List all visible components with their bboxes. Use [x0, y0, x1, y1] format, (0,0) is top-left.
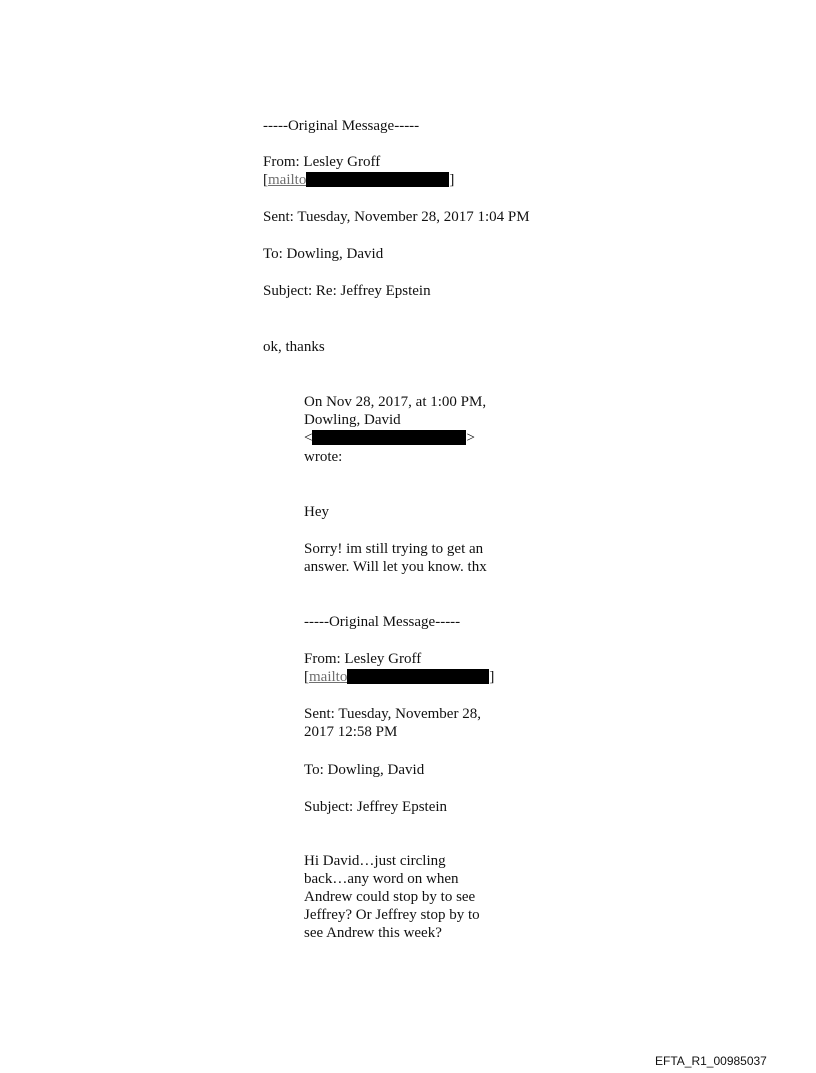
sent-line: Sent: Tuesday, November 28,: [304, 706, 481, 722]
reply-body-line: answer. Will let you know. thx: [304, 559, 487, 575]
document-id-footer: EFTA_R1_00985037: [655, 1054, 767, 1068]
reply-body-line: Sorry! im still trying to get an: [304, 541, 484, 557]
email-close-bracket: >: [466, 430, 475, 446]
redaction-box: [312, 430, 466, 445]
mailto-link[interactable]: mailto: [268, 172, 307, 188]
quote-sender-name: Dowling, David: [304, 412, 401, 428]
redaction-box: [347, 669, 489, 684]
original-message-separator: -----Original Message-----: [304, 614, 461, 630]
mailto-close-bracket: ]: [449, 172, 455, 188]
quote-header-line: On Nov 28, 2017, at 1:00 PM,: [304, 394, 487, 410]
mailto-line: [304, 668, 494, 686]
to-line: To: Dowling, David: [304, 762, 425, 778]
quote-sender-email: [304, 429, 475, 447]
mailto-link[interactable]: mailto: [309, 669, 348, 685]
message-body-line: Andrew could stop by to see: [304, 889, 476, 905]
subject-line: Subject: Jeffrey Epstein: [304, 799, 448, 815]
email-open-bracket: <: [304, 430, 313, 446]
to-line: To: Dowling, David: [263, 246, 384, 262]
subject-line: Subject: Re: Jeffrey Epstein: [263, 283, 431, 299]
mailto-open-bracket: [: [263, 172, 268, 188]
mailto-close-bracket: ]: [489, 669, 495, 685]
mailto-open-bracket: [: [304, 669, 309, 685]
message-body-line: Jeffrey? Or Jeffrey stop by to: [304, 907, 480, 923]
from-line: From: Lesley Groff: [263, 154, 381, 170]
quote-wrote: wrote:: [304, 449, 343, 465]
from-line: From: Lesley Groff: [304, 651, 422, 667]
reply-greeting: Hey: [304, 504, 329, 520]
message-body-line: see Andrew this week?: [304, 925, 442, 941]
original-message-separator: -----Original Message-----: [263, 118, 420, 134]
message-body: ok, thanks: [263, 339, 325, 355]
sent-line: 2017 12:58 PM: [304, 724, 398, 740]
message-body-line: back…any word on when: [304, 871, 459, 887]
message-body-line: Hi David…just circling: [304, 853, 446, 869]
redaction-box: [306, 172, 449, 187]
sent-line: Sent: Tuesday, November 28, 2017 1:04 PM: [263, 209, 530, 225]
mailto-line: [263, 171, 454, 189]
